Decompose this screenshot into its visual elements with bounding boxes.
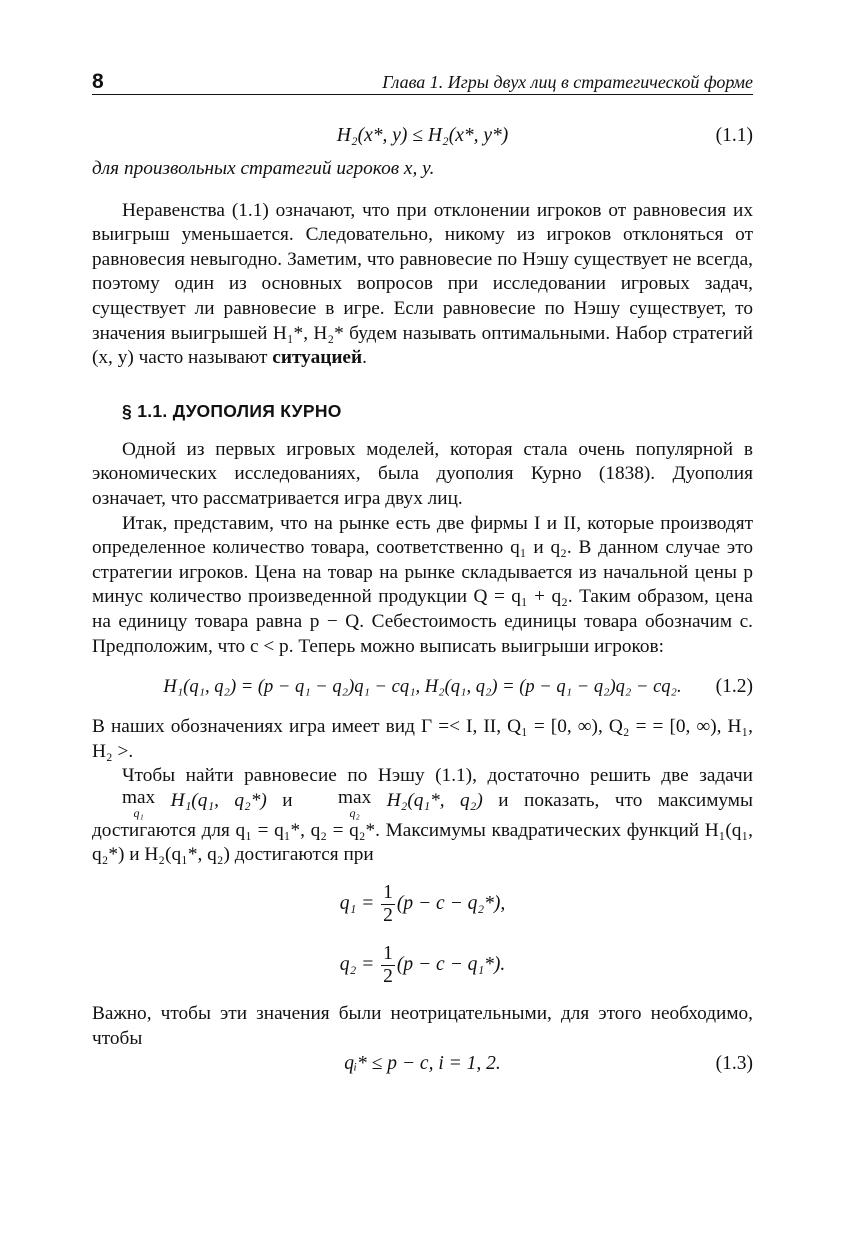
paragraph-5-start: Чтобы найти равновесие по Нэшу (1.1), достаточно решить две задачи <box>122 765 753 787</box>
equation-q1-rhs: (p − c − q₂*), <box>396 893 506 915</box>
max-expr-1: H₁(q₁, q₂*) <box>170 789 267 811</box>
equation-1-3-formula: qᵢ* ≤ p − c, i = 1, 2. <box>344 1053 501 1075</box>
max-operator-2 <box>308 786 372 820</box>
equation-q1 <box>92 882 753 927</box>
equation-1-2 <box>92 676 753 698</box>
equation-1-1-number: (1.1) <box>715 125 753 146</box>
equation-q2-lhs: q₂ = <box>339 954 375 976</box>
paragraph-3: Итак, представим, что на рынке есть две фирмы I и II, которые производят определенное количество товара, соответственно q₁ и q₂. В данном случае это стратегии игроков. Цена на товар на рынке складывается из начальной цены p минус количество произведенной продукции Q = q₁ + q₂. Таким образом, цена на единицу товара равна p − Q. Себестоимость единицы товара обозначим c. Предположим, что c < p. Теперь можно выписать выигрыши игроков: <box>92 512 753 657</box>
equation-1-3-number: (1.3) <box>715 1053 753 1075</box>
fraction-1-numerator: 1 <box>383 882 393 904</box>
equation-q2-rhs: (p − c − q₁*). <box>396 954 506 976</box>
equation-1-1 <box>92 125 753 147</box>
fraction-1-denominator: 2 <box>383 905 393 927</box>
paragraph-5 <box>92 764 753 868</box>
max-expr-2: H₂(q₁*, q₂) <box>386 789 483 811</box>
paragraph-1-text: Неравенства (1.1) означают, что при отклонении игроков от равновесия их выигрыш уменьшается. Следовательно, никому из игроков отклоняться от равновесия невыгодно. Заметим, что равновесие по Нэшу существует не всегда, поэтому один из основных вопросов при исследовании игровых задач, существует ли равновесие в игре. Если равновесие по Нэшу существует, то значения выигрышей H₁*, H₂* будем называть оптимальными. Набор стратегий (x, y) часто называют <box>92 199 753 369</box>
max-word-1: max <box>122 786 156 808</box>
paragraph-1 <box>92 199 753 371</box>
paragraph-2: Одной из первых игровых моделей, которая стала очень популярной в экономических исследованиях, была дуополия Курно (1838). Дуополия означает, что рассматривается игра двух лиц. <box>92 438 753 509</box>
fraction-half-2 <box>381 943 395 988</box>
paragraph-5-end: и показать, что максимумы достигаются для q₁ = q₁*, q₂ = q₂*. Максимумы квадратических функций H₁(q₁, q₂*) и H₂(q₁*, q₂) достигаются при <box>92 789 753 866</box>
equation-q1-lhs: q₁ = <box>339 893 375 915</box>
running-title: Глава 1. Игры двух лиц в стратегической форме <box>382 72 753 92</box>
fraction-2-denominator: 2 <box>383 966 393 988</box>
equation-1-2-number: (1.2) <box>715 676 753 698</box>
fraction-half-1 <box>381 882 395 927</box>
max-word-2: max <box>338 786 372 808</box>
equation-1-2-formula: H₁(q₁, q₂) = (p − q₁ − q₂)q₁ − cq₁, H₂(q₁, q₂) = (p − q₁ − q₂)q₂ − cq₂. <box>163 677 682 698</box>
equation-q2 <box>92 943 753 988</box>
fraction-2-numerator: 1 <box>383 943 393 965</box>
max-sub-1: q₁ <box>133 805 144 820</box>
equation-1-1-formula: H₂(x*, y) ≤ H₂(x*, y*) <box>336 125 509 146</box>
page <box>92 62 753 1075</box>
max-operator-1 <box>92 786 156 820</box>
paragraph-1-end: . <box>362 347 367 369</box>
running-header <box>92 62 753 95</box>
section-heading: § 1.1. ДУОПОЛИЯ КУРНО <box>122 400 342 421</box>
after-eq-1-1: для произвольных стратегий игроков x, y. <box>92 158 435 179</box>
bold-term-situation: ситуацией <box>272 347 363 369</box>
max-sub-2: q₂ <box>349 805 360 820</box>
paragraph-6: Важно, чтобы эти значения были неотрицательными, для этого необходимо, чтобы <box>92 1003 753 1049</box>
page-number: 8 <box>92 70 104 93</box>
paragraph-4: В наших обозначениях игра имеет вид Γ =< I, II, Q₁ = [0, ∞), Q₂ = = [0, ∞), H₁, H₂ >. <box>92 716 753 762</box>
equation-1-3 <box>92 1053 753 1075</box>
and-word: и <box>282 789 293 811</box>
